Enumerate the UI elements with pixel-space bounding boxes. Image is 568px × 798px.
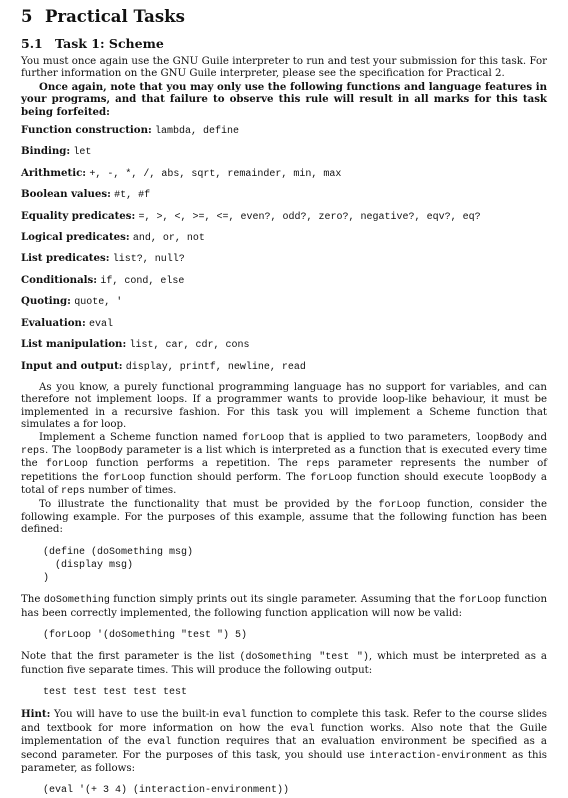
hint-paragraph: Hint: You will have to use the built-in eval function to complete this task. Refer to the course slides and textbook for more information on how the eval function works. Also note that the Guile implementation of the eval function requires that an evaluation environment be specified as a second parameter. For the purposes of this task, you should use interaction-environment as this parameter, as follows:	[21, 708, 547, 775]
code-block-output: test test test test test	[43, 687, 188, 699]
dosomething-paragraph: The doSomething function simply prints out its single parameter. Assuming that the forLoop function has been correctly implemented, the following function application will now be valid:	[21, 594, 547, 619]
feature-list	[21, 121, 547, 378]
section-heading	[21, 6, 547, 28]
subsection-number: 5.1	[21, 36, 43, 51]
feature-item: Quoting: quote, '	[21, 295, 123, 309]
section-title: Practical Tasks	[45, 7, 185, 26]
feature-item: Function construction: lambda, define	[21, 124, 240, 138]
example-intro-paragraph: To illustrate the functionality that must be provided by the forLoop function, consider the following example. For the purposes of this example, assume that the following function has been defined:	[21, 498, 548, 536]
intro-paragraph: You must once again use the GNU Guile interpreter to run and test your submission for this task. For further information on the GNU Guile interpreter, please see the specification for Practical 2.	[21, 56, 547, 80]
feature-item: Binding: let	[21, 145, 92, 159]
task-description-paragraph: Implement a Scheme function named forLoop that is applied to two parameters, loopBody and reps. The loopBody parameter is a list which is interpreted as a function that is executed every time the forLoop function performs a repetition. The reps parameter represents the number of repetitions the forLoop function should perform. The forLoop function should execute loopBody a total of reps number of times.	[21, 431, 548, 498]
feature-item: Arithmetic: +, -, *, /, abs, sqrt, remainder, min, max	[21, 166, 342, 180]
feature-item: Equality predicates: =, >, <, >=, <=, even?, odd?, zero?, negative?, eqv?, eq?	[21, 209, 481, 223]
feature-item: List predicates: list?, null?	[21, 252, 185, 266]
feature-item: Logical predicates: and, or, not	[21, 231, 205, 245]
feature-item: Input and output: display, printf, newline, read	[21, 359, 306, 373]
loop-explanation-paragraph: As you know, a purely functional programming language has no support for variables, and can therefore not implement loops. If a programmer wants to provide loop-like behaviour, it must be implemented in a recursive fashion. For this task you will implement a Scheme function that simulates a for loop.	[21, 381, 547, 431]
subsection-heading	[21, 36, 547, 52]
intro-rule-paragraph: Once again, note that you may only use the following functions and language features in your programs, and that failure to observe this rule will result in all marks for this task being forfeited:	[21, 80, 547, 118]
output-intro-paragraph: Note that the first parameter is the list (doSomething "test "), which must be interpreted as a function five separate times. This will produce the following output:	[21, 651, 547, 676]
section-number: 5	[21, 7, 33, 26]
document-page	[21, 6, 547, 798]
subsection-title: Task 1: Scheme	[55, 36, 164, 51]
feature-item: List manipulation: list, car, cdr, cons	[21, 338, 250, 352]
feature-item: Boolean values: #t, #f	[21, 188, 151, 202]
code-block-forloop-call: (forLoop '(doSomething "test ") 5)	[43, 630, 248, 642]
feature-item: Evaluation: eval	[21, 316, 113, 330]
feature-item: Conditionals: if, cond, else	[21, 273, 185, 287]
code-block-eval: (eval '(+ 3 4) (interaction-environment))	[43, 785, 290, 797]
code-block-define: (define (doSomething msg) (display msg) )	[43, 546, 194, 585]
